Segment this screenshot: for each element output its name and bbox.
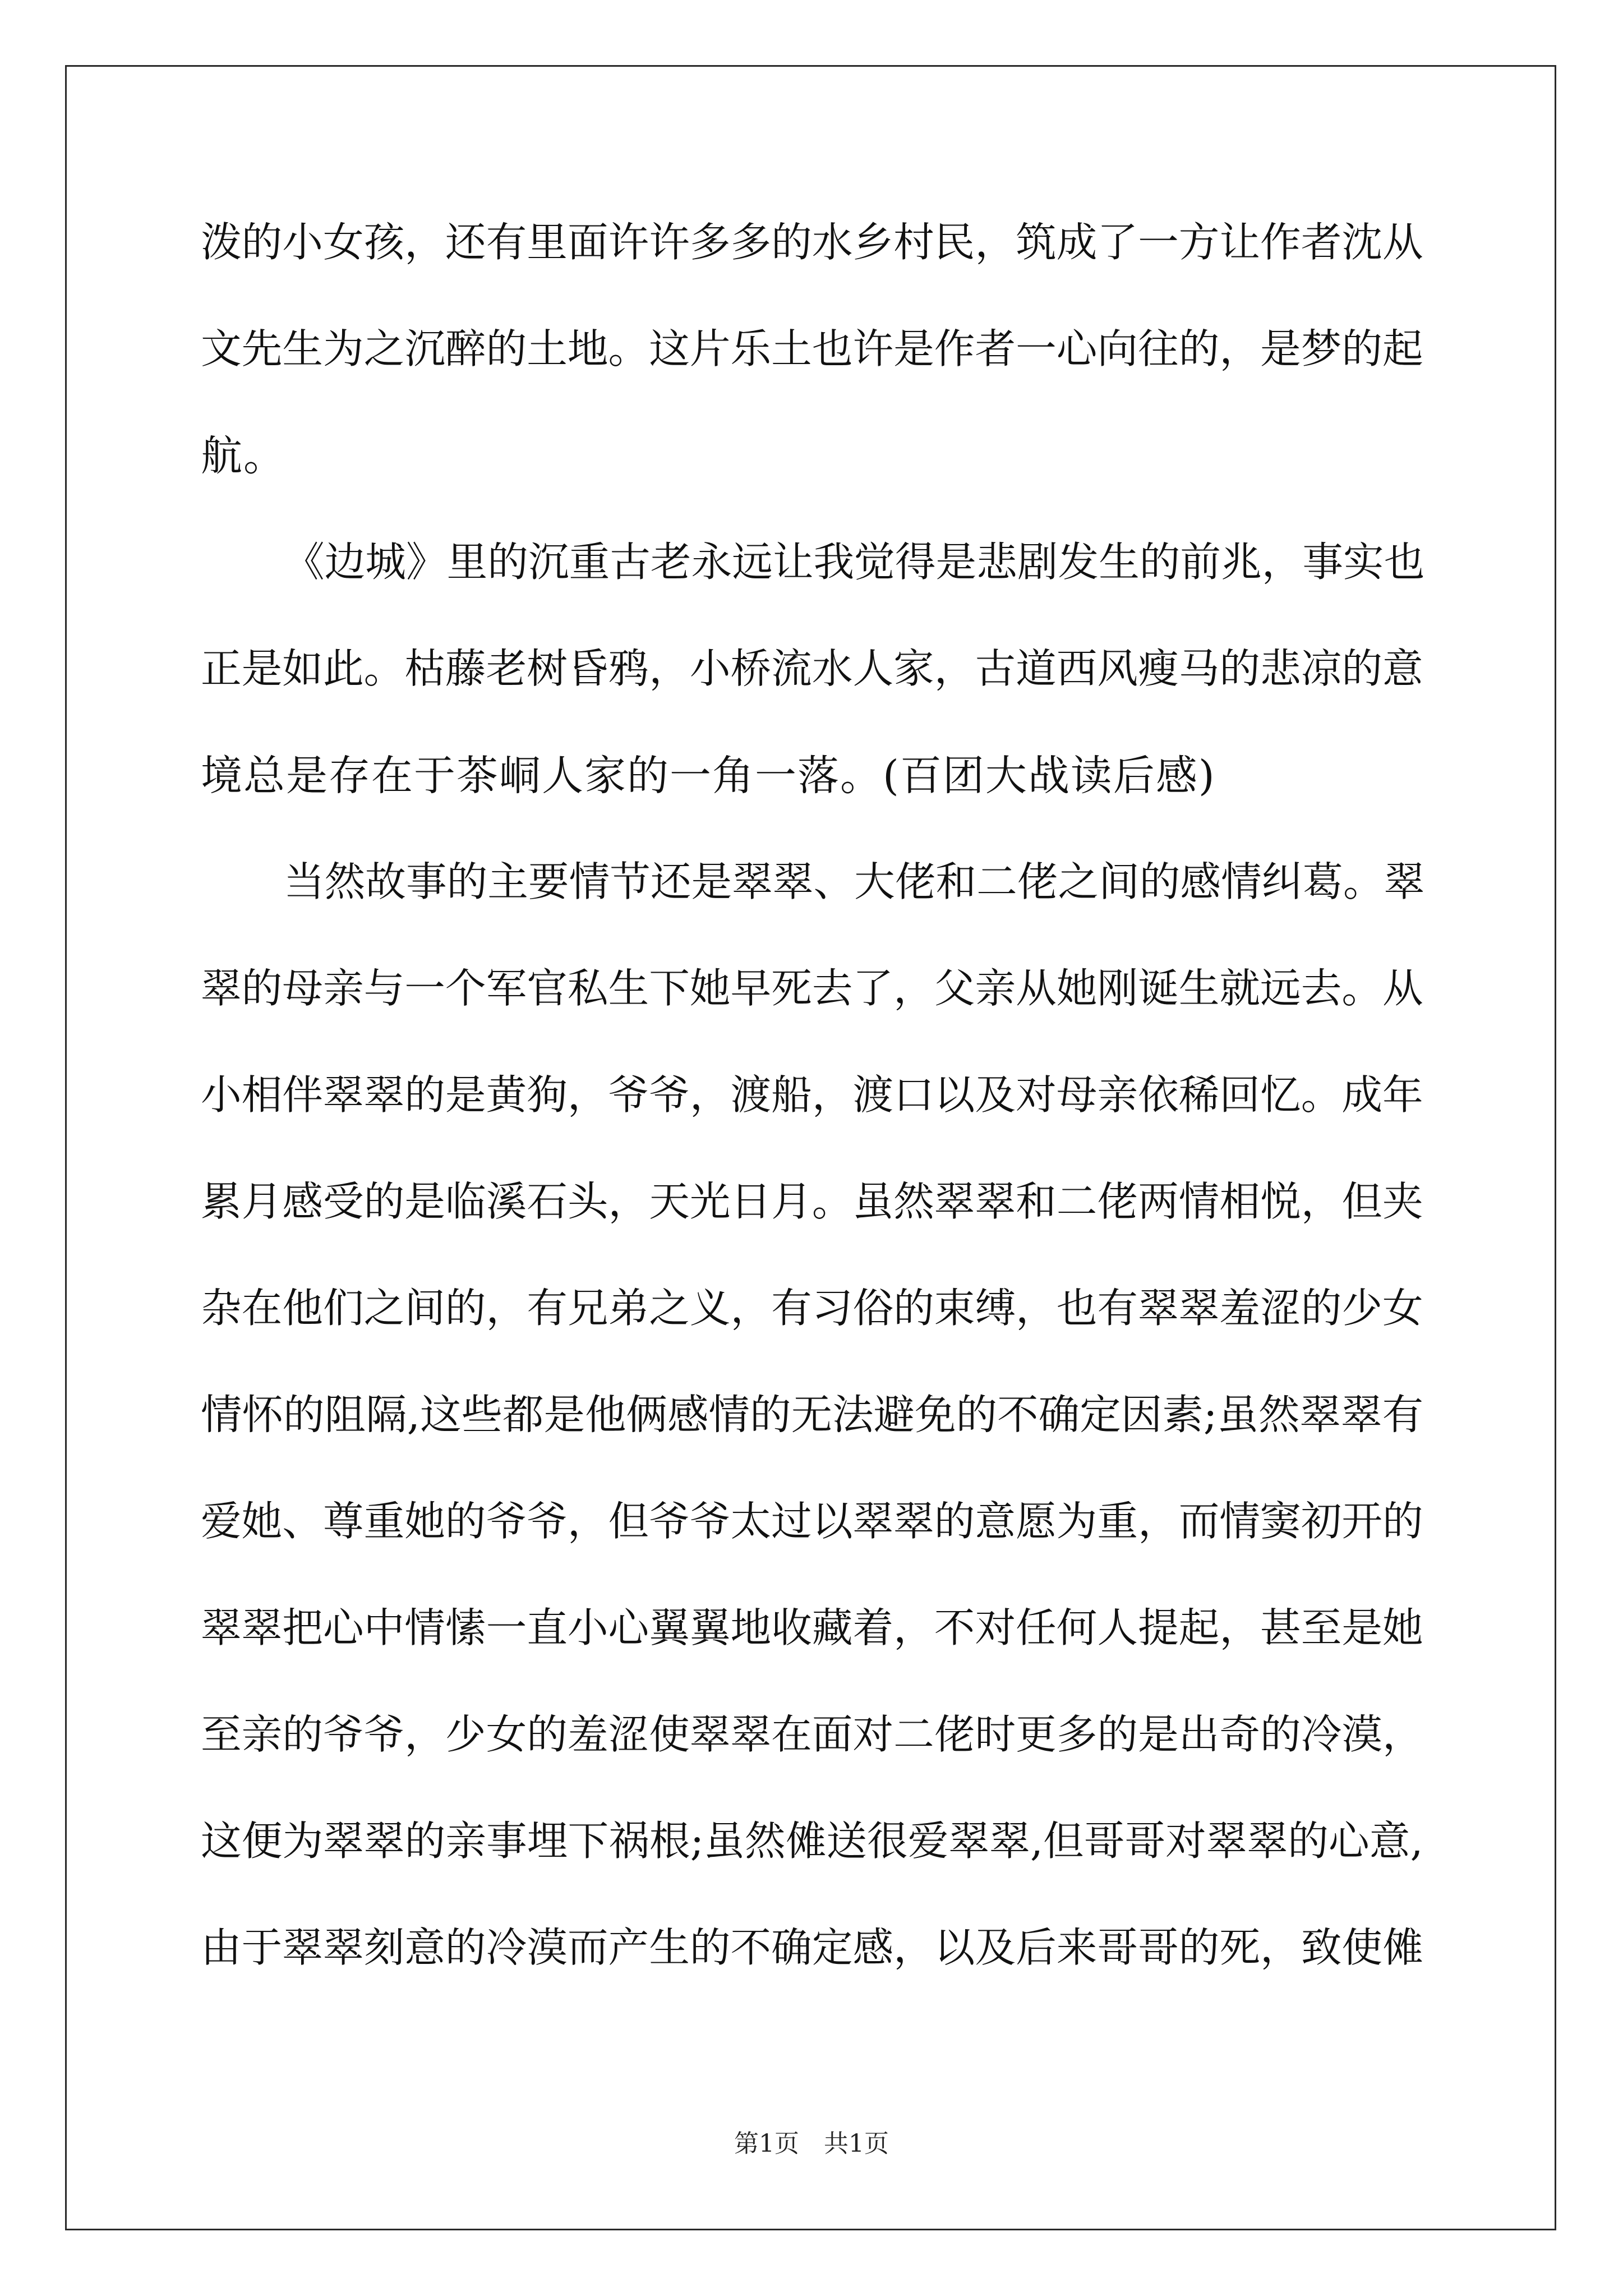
text-line: 境总是存在于茶峒人家的一角一落。(百团大战读后感): [201, 752, 1216, 800]
text-line: 泼的小女孩，还有里面许许多多的水乡村民，筑成了一方让作者沈从: [201, 219, 1423, 266]
text-line: 翠翠把心中情愫一直小心翼翼地收藏着，不对任何人提起，甚至是她: [201, 1605, 1423, 1652]
text-line: 由于翠翠刻意的冷漠而产生的不确定感，以及后来哥哥的死，致使傩: [201, 1925, 1423, 1972]
text-line: 正是如此。枯藤老树昏鸦，小桥流水人家，古道西风瘦马的悲凉的意: [201, 646, 1423, 693]
text-line: 杂在他们之间的，有兄弟之义，有习俗的束缚，也有翠翠羞涩的少女: [201, 1285, 1423, 1332]
text-line: 航。: [201, 432, 286, 480]
text-line: 当然故事的主要情节还是翠翠、大佬和二佬之间的感情纠葛。翠: [284, 859, 1425, 906]
page-number-footer: 第1页 共1页: [734, 2129, 889, 2158]
text-line: 情怀的阻隔,这些都是他俩感情的无法避免的不确定因素;虽然翠翠有: [201, 1391, 1424, 1439]
document-body: [201, 212, 1423, 2024]
text-line: 《边城》里的沉重古老永远让我觉得是悲剧发生的前兆，事实也: [284, 539, 1425, 586]
text-line: 文先生为之沉醉的土地。这片乐土也许是作者一心向往的，是梦的起: [201, 326, 1423, 373]
text-line: 翠的母亲与一个军官私生下她早死去了，父亲从她刚诞生就远去。从: [201, 965, 1423, 1013]
text-line: 至亲的爷爷，少女的羞涩使翠翠在面对二佬时更多的是出奇的冷漠，: [201, 1711, 1423, 1759]
text-line: 这便为翠翠的亲事埋下祸根;虽然傩送很爱翠翠,但哥哥对翠翠的心意,: [201, 1818, 1423, 1865]
text-line: 累月感受的是临溪石头，天光日月。虽然翠翠和二佬两情相悦，但夹: [201, 1179, 1423, 1226]
text-line: 爱她、尊重她的爷爷，但爷爷太过以翠翠的意愿为重，而情窦初开的: [201, 1498, 1423, 1545]
text-line: 小相伴翠翠的是黄狗，爷爷，渡船，渡口以及对母亲依稀回忆。成年: [201, 1072, 1423, 1119]
